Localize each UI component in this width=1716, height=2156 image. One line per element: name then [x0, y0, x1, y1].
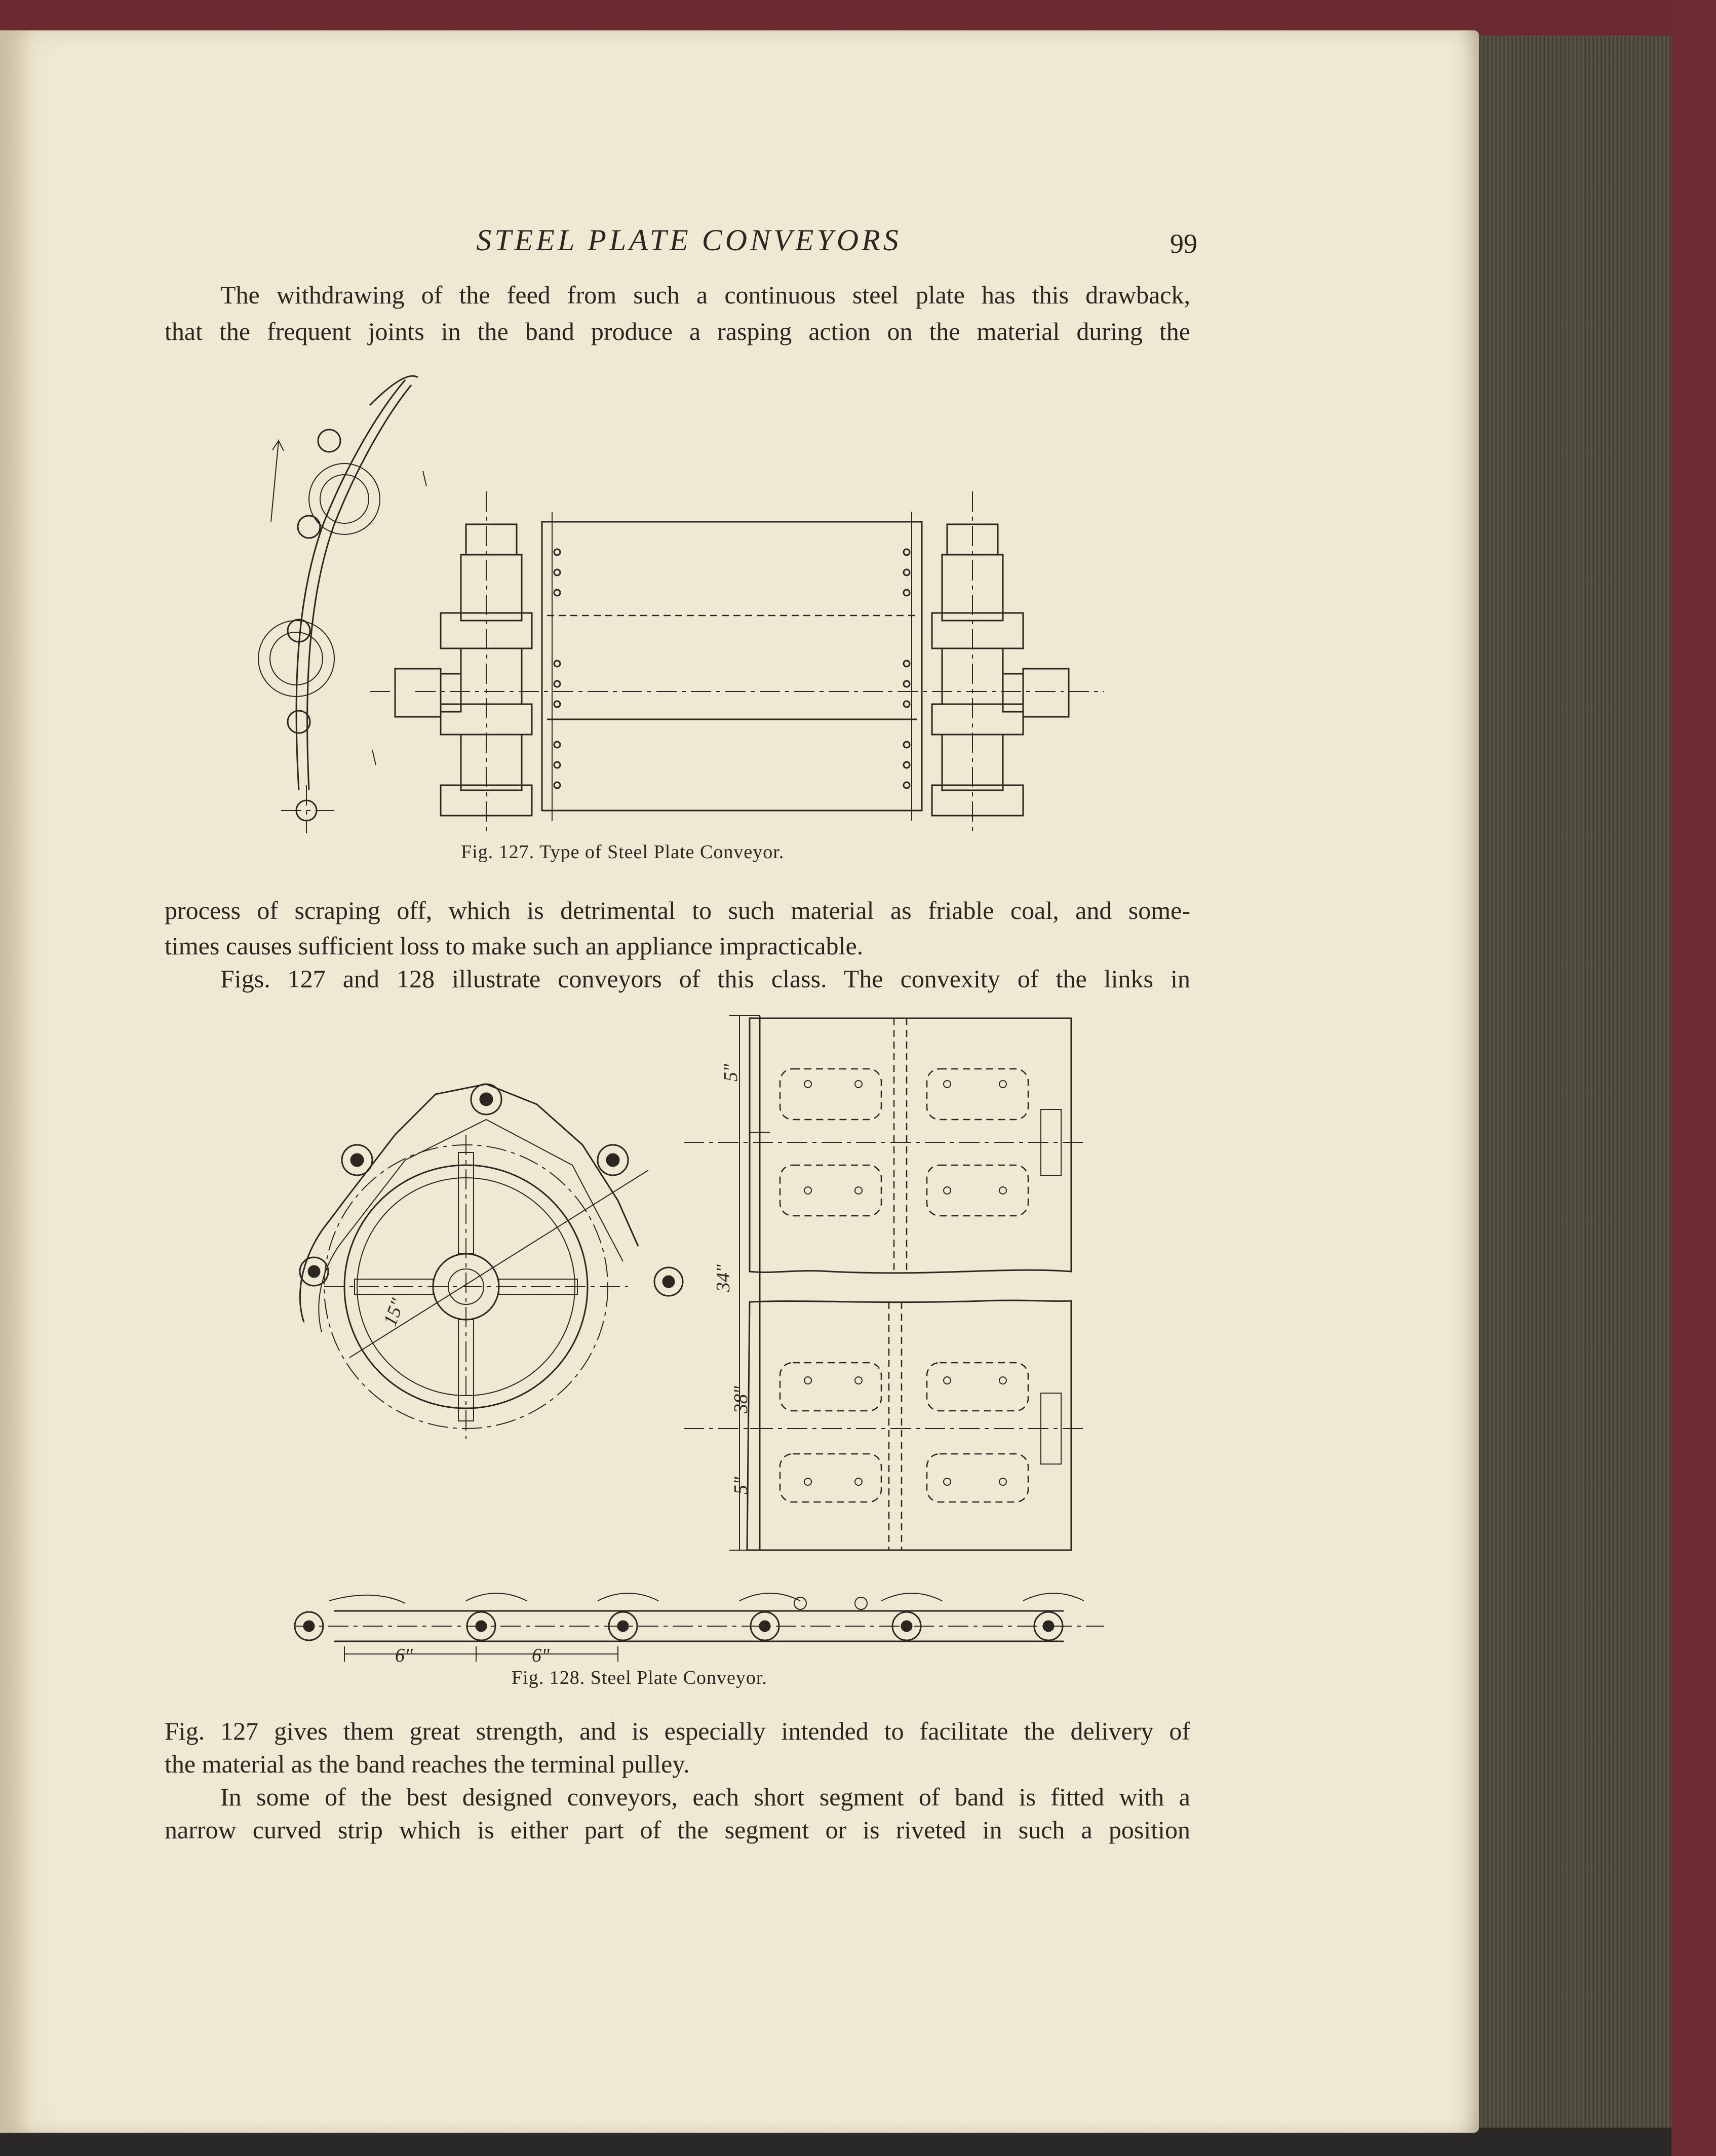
figure-127-drawing	[243, 350, 1114, 836]
dim-label-15: 15"	[379, 1295, 409, 1329]
page-gutter-shadow	[0, 30, 30, 2133]
dim-label-5-bottom: 5"	[730, 1477, 752, 1494]
fig128-plan-view	[684, 1016, 1084, 1550]
running-head: STEEL PLATE CONVEYORS	[476, 223, 902, 257]
figure-127-caption: Fig. 127. Type of Steel Plate Conveyor.	[461, 841, 785, 863]
paragraph-line: The withdrawing of the feed from such a continuous steel plate has this drawback,	[220, 281, 1190, 309]
dim-label-38: 38"	[730, 1386, 752, 1413]
book-cover-spine-edge	[1671, 0, 1716, 2156]
page-number: 99	[1170, 228, 1197, 259]
fig127-plan-view	[370, 491, 1104, 836]
dim-label-5-top: 5"	[720, 1064, 742, 1082]
dim-label-6-right: 6"	[532, 1645, 550, 1666]
paragraph-line: Figs. 127 and 128 illustrate conveyors of this class. The convexity of the links in	[220, 965, 1190, 993]
paragraph-line: narrow curved strip which is either part of the segment or is riveted in such a position	[165, 1816, 1190, 1844]
dim-label-6-left: 6"	[395, 1645, 413, 1666]
figure-128-caption: Fig. 128. Steel Plate Conveyor.	[512, 1667, 767, 1688]
page-block-edges	[1464, 35, 1671, 2128]
fig127-side-view	[258, 376, 426, 833]
fig128-sprocket-wheel	[300, 1084, 683, 1439]
dim-label-34: 34"	[713, 1264, 734, 1292]
paragraph-line: process of scraping off, which is detrimental to such material as friable coal, and some-	[165, 896, 1190, 925]
paragraph-line: that the frequent joints in the band produce a rasping action on the material during the	[165, 317, 1190, 345]
paragraph-line: Fig. 127 gives them great strength, and is especially intended to facilitate the delivery of	[165, 1717, 1190, 1745]
paragraph-line: the material as the band reaches the terminal pulley.	[165, 1750, 690, 1778]
paragraph-line: In some of the best designed conveyors, each short segment of band is fitted with a	[220, 1783, 1190, 1811]
fig128-chain-elevation	[294, 1593, 1104, 1666]
paragraph-line: times causes sufficient loss to make such an appliance impracticable.	[165, 932, 864, 960]
figure-128-drawing	[274, 1008, 1135, 1682]
